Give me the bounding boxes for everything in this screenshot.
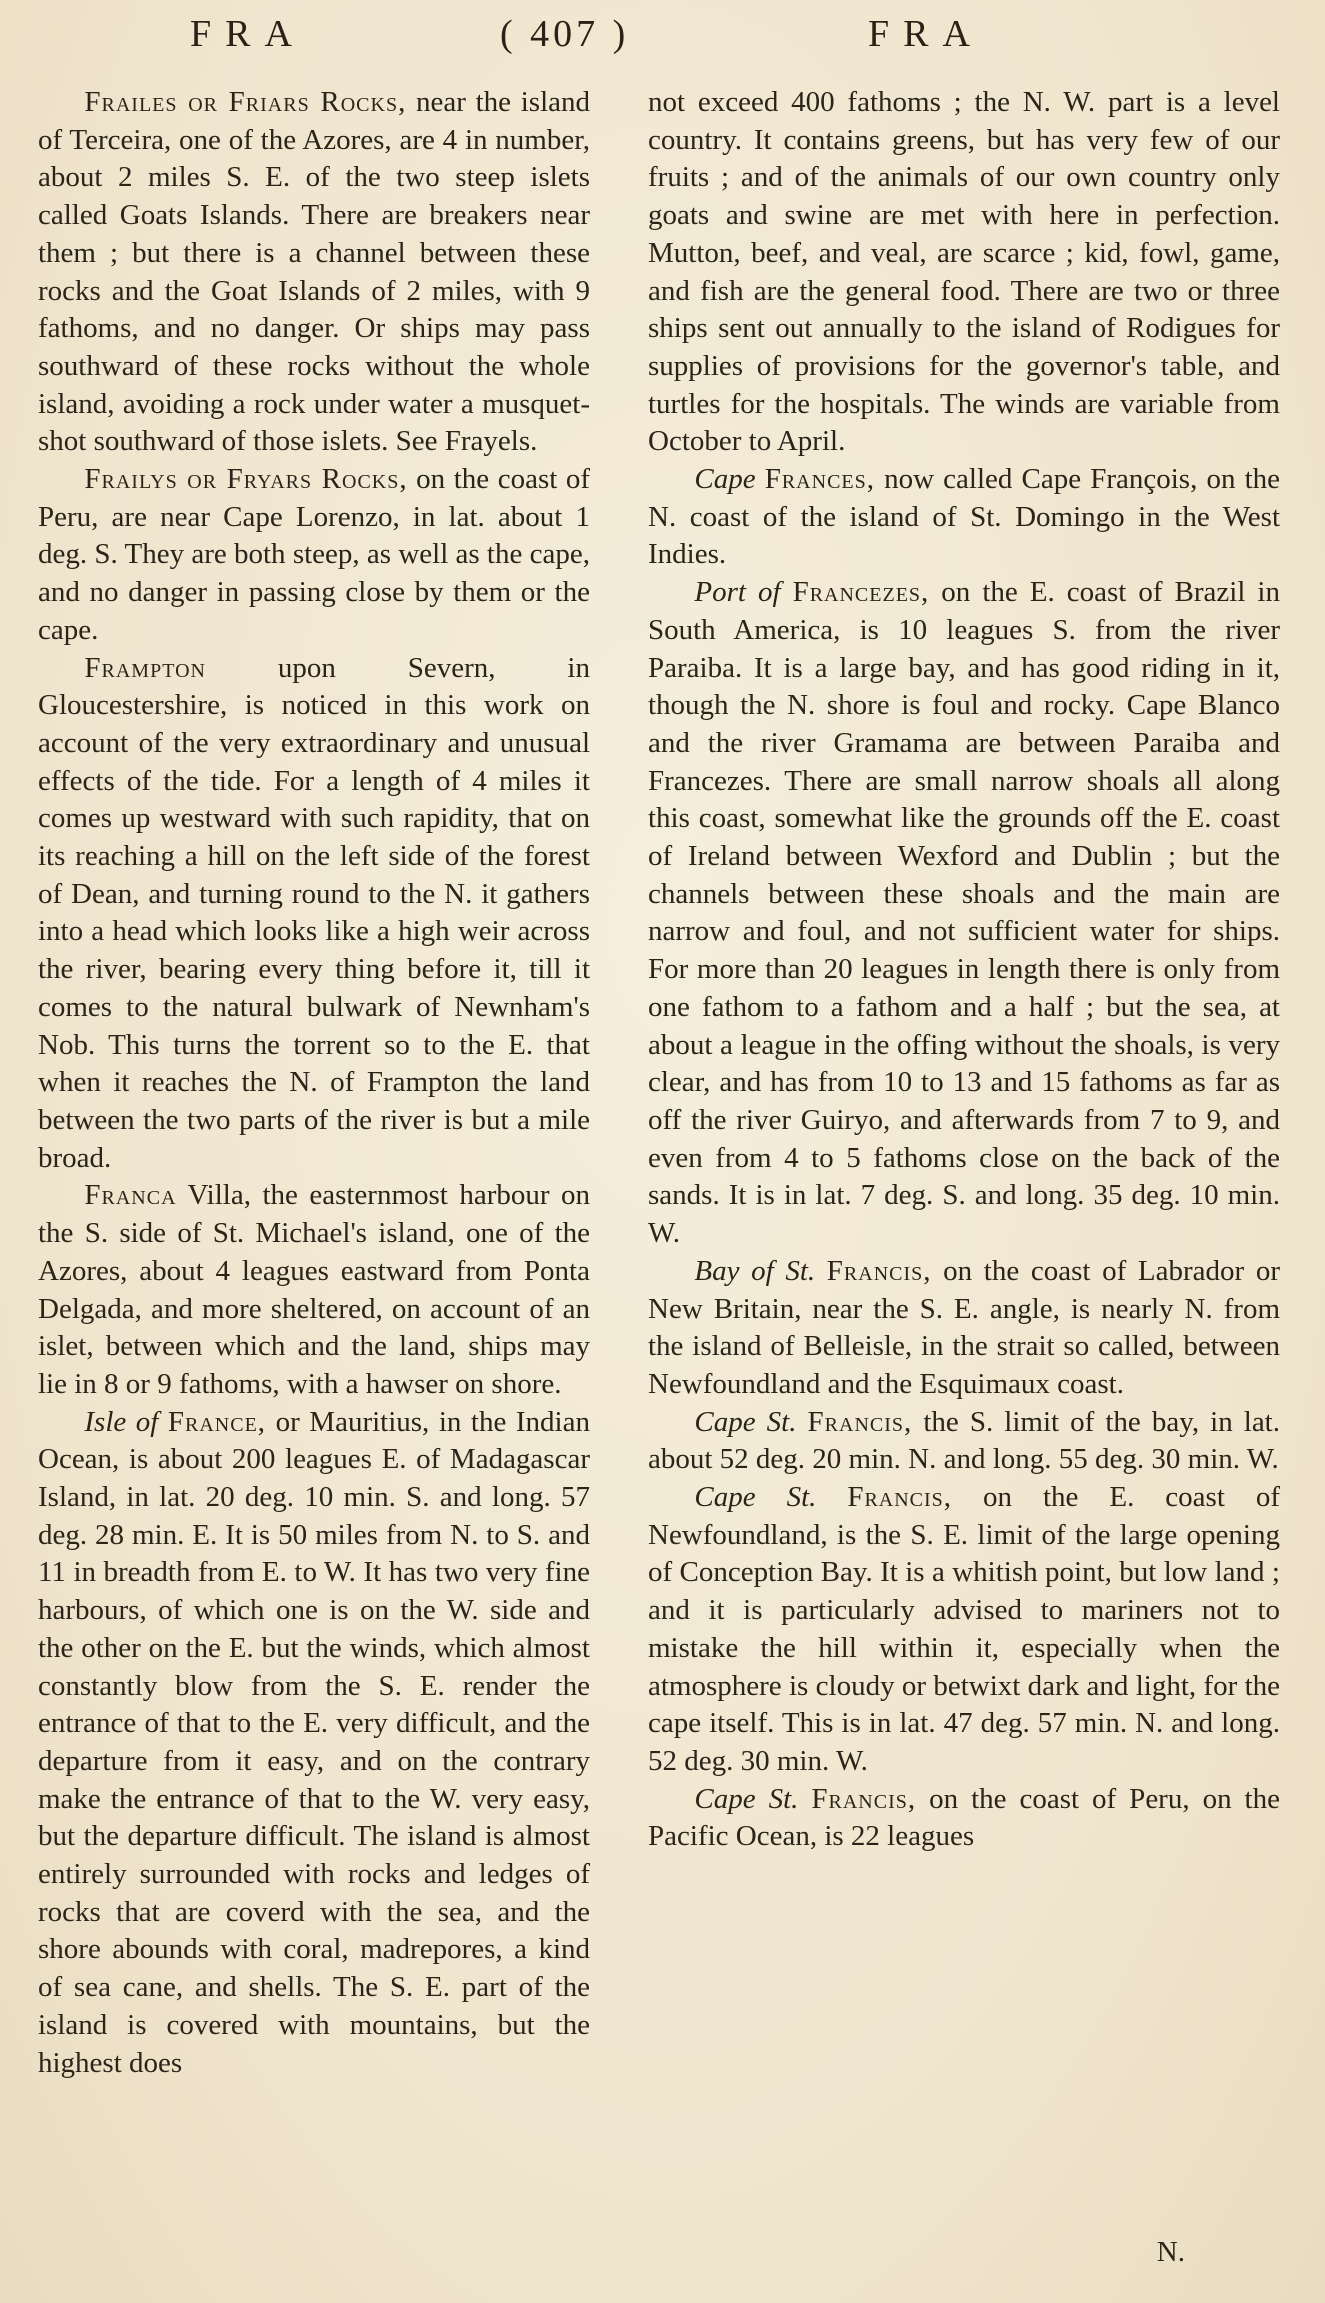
entry-prefix: Cape St. bbox=[694, 1481, 848, 1514]
catchword: N. bbox=[1156, 2236, 1185, 2268]
entry-paragraph bbox=[38, 650, 590, 1178]
entry-paragraph bbox=[38, 1404, 590, 2083]
header-left: FRA bbox=[190, 13, 306, 55]
entry-text: on the coast of Labrador or New Britain, near the S. E. angle, is nearly N. from the island of Belleisle, in the strait so called, between Newfoundland and the Esquimaux coast. bbox=[648, 1254, 1280, 1400]
entry-headword: Francis, bbox=[826, 1254, 932, 1287]
entry-paragraph bbox=[648, 1479, 1280, 1781]
entry-paragraph bbox=[648, 461, 1280, 574]
entry-text: on the coast of Peru, are near Cape Lorenzo, in lat. about 1 deg. S. They are both steep, as well as the cape, and no danger in passing close by them or the cape. bbox=[38, 463, 591, 646]
entry-text: Villa, the easternmost harbour on the S. side of St. Michael's island, one of the Azores, about 4 leagues eastward from Ponta Delgada, and more sheltered, on account of an islet, between which and the land, ships may lie in 8 or 9 fathoms, with a hawser on shore. bbox=[38, 1179, 590, 1400]
entry-prefix: Cape St. bbox=[694, 1782, 812, 1815]
entry-paragraph bbox=[38, 461, 590, 650]
entry-paragraph bbox=[648, 1404, 1280, 1479]
entry-headword: Frailes or Friars Rocks, bbox=[84, 86, 407, 118]
entry-text: now called Cape François, on the N. coast of the island of St. Domingo in the West Indies. bbox=[648, 463, 1280, 571]
entry-text: on the E. coast of Brazil in South America, is 10 leagues S. from the river Paraiba. It is a large bay, and has good riding in it, though the N. shore is foul and rocky. Cape Blanco and the river Gramama are between Paraiba and Francezes. There are small narrow shoals all along this coast, somewhat like the grounds off the E. coast of Ireland between Wexford and Dublin ; but the channels between these shoals and the main are narrow and foul, and not sufficient water for ships. For more than 20 leagues in length there is only from one fathom to a fathom and a half ; but the sea, at about a league in the offing without the shoals, is very clear, and has from 10 to 13 and 15 fathoms as far as off the river Guiryo, and afterwards from 7 to 9, and even from 4 to 5 fathoms close on the back of the sands. It is in lat. 7 deg. S. and long. 35 deg. 10 min. W. bbox=[648, 576, 1280, 1250]
entry-headword: Francis, bbox=[847, 1481, 953, 1514]
right-column bbox=[648, 84, 1280, 1856]
entry-headword: Francezes, bbox=[792, 576, 930, 609]
entry-headword: Francis, bbox=[807, 1405, 913, 1438]
header-right: FRA bbox=[868, 13, 984, 55]
entry-text: on the E. coast of Newfoundland, is the S. E. limit of the large opening of Conception Bay. It is a whitish point, but low land ; and it is particularly advised to mariners not to mistake the hill within it, especially when the atmosphere is cloudy or betwixt dark and light, for the cape itself. This is in lat. 47 deg. 57 min. N. and long. 52 deg. 30 min. W. bbox=[648, 1481, 1280, 1777]
entry-text: upon Severn, in Gloucestershire, is noticed in this work on account of the very extraordinary and unusual effects of the tide. For a length of 4 miles it comes up westward with such rapidity, that on its reaching a hill on the left side of the forest of Dean, and turning round to the N. it gathers into a head which looks like a high weir across the river, bearing every thing before it, till it comes to the natural bulwark of Newnham's Nob. This turns the torrent so to the E. that when it reaches the N. of Frampton the land between the two parts of the river is but a mile broad. bbox=[38, 651, 590, 1174]
entry-paragraph bbox=[38, 1177, 590, 1403]
entry-paragraph bbox=[38, 84, 590, 461]
entry-headword: France, bbox=[167, 1405, 267, 1438]
entry-text: not exceed 400 fathoms ; the N. W. part is a level country. It contains greens, but has very few of our fruits ; and of the animals of our own country only goats and swine are met with here in perfection. Mutton, beef, and veal, are scarce ; kid, fowl, game, and fish are the general food. There are two or three ships sent out annually to the island of Rodigues for supplies of provisions for the governor's table, and turtles for the hospitals. The winds are variable from October to April. bbox=[648, 86, 1280, 458]
entry-text: or Mauritius, in the Indian Ocean, is about 200 leagues E. of Madagascar Island, in lat. 20 deg. 10 min. S. and long. 57 deg. 28 min. E. It is 50 miles from N. to S. and 11 in breadth from E. to W. It has two very fine harbours, of which one is on the W. side and the other on the E. but the winds, which almost constantly blow from the S. E. render the entrance of that to the E. very difficult, and the departure from it easy, and on the contrary make the entrance of that to the W. very easy, but the departure difficult. The island is almost entirely surrounded with rocks and ledges of rocks that are coverd with the sea, and the shore abounds with coral, madrepores, a kind of sea cane, and shells. The S. E. part of the island is covered with mountains, but the highest does bbox=[38, 1405, 590, 2079]
entry-text: the S. limit of the bay, in lat. about 52 deg. 20 min. N. and long. 55 deg. 30 min. W. bbox=[648, 1405, 1280, 1476]
entry-prefix: Cape bbox=[694, 463, 765, 496]
entry-prefix: Bay of St. bbox=[694, 1254, 827, 1287]
running-header bbox=[0, 12, 1325, 72]
entry-prefix: Cape St. bbox=[694, 1405, 808, 1438]
entry-paragraph bbox=[648, 1253, 1280, 1404]
entry-paragraph bbox=[648, 1781, 1280, 1856]
entry-paragraph bbox=[648, 574, 1280, 1253]
entry-prefix: Port of bbox=[694, 576, 793, 609]
entry-headword: Francis, bbox=[811, 1782, 917, 1815]
left-column bbox=[38, 84, 590, 2082]
entry-headword: Frailys or Fryars Rocks, bbox=[84, 463, 408, 496]
page-number: ( 407 ) bbox=[500, 13, 630, 55]
entry-headword: Frances, bbox=[764, 463, 876, 496]
entry-headword: Frampton bbox=[84, 651, 206, 684]
entry-headword: Franca bbox=[84, 1179, 177, 1212]
entry-prefix: Isle of bbox=[84, 1405, 168, 1438]
entry-text: near the island of Terceira, one of the Azores, are 4 in number, about 2 miles S. E. of the two steep islets called Goats Islands. There are breakers near them ; but there is a channel between these rocks and the Goat Islands of 2 miles, with 9 fathoms, and no danger. Or ships may pass southward of these rocks without the whole island, avoiding a rock under water a musquet-shot southward of those islets. See Frayels. bbox=[38, 86, 590, 458]
entry-paragraph bbox=[648, 84, 1280, 461]
entry-text: on the coast of Peru, on the Pacific Ocean, is 22 leagues bbox=[648, 1782, 1280, 1853]
